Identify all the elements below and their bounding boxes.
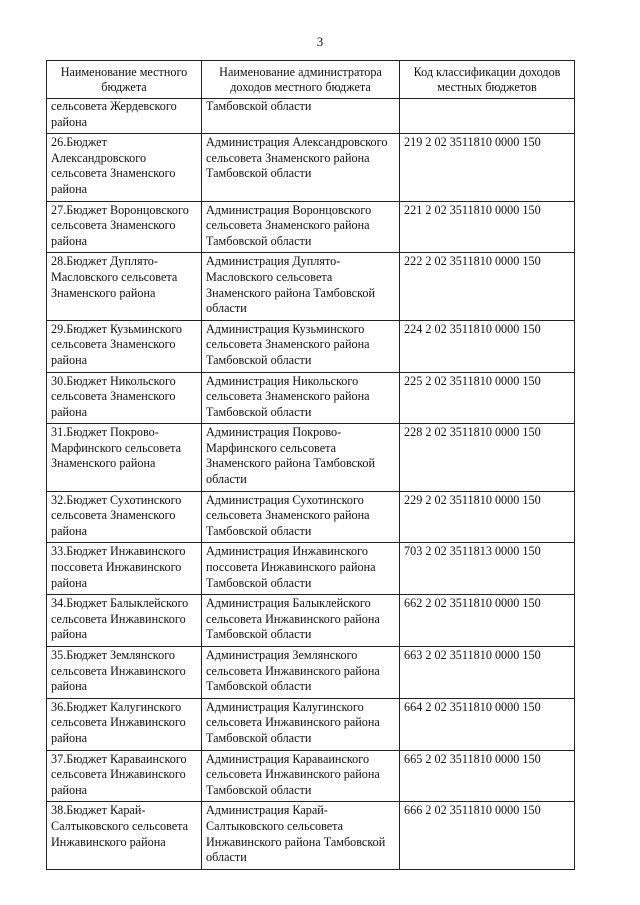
code-cell: 703 2 02 3511813 0000 150 — [400, 543, 575, 595]
code-cell — [400, 99, 575, 134]
code-cell: 224 2 02 3511810 0000 150 — [400, 320, 575, 372]
budget-name-cell: 31.Бюджет Покрово-Марфинского сельсовета Знаменского района — [47, 424, 202, 491]
budget-name-cell: 35.Бюджет Землянского сельсовета Инжавинского района — [47, 647, 202, 699]
header-classification-code: Код классификации доходов местных бюджетов — [400, 61, 575, 99]
budget-name-cell: 38.Бюджет Карай-Салтыковского сельсовета Инжавинского района — [47, 802, 202, 869]
budget-name-cell: 28.Бюджет Дуплято-Масловского сельсовета Знаменского района — [47, 253, 202, 320]
code-cell: 663 2 02 3511810 0000 150 — [400, 647, 575, 699]
table-row — [47, 543, 575, 595]
code-cell: 662 2 02 3511810 0000 150 — [400, 595, 575, 647]
table-row — [47, 424, 575, 491]
code-cell: 228 2 02 3511810 0000 150 — [400, 424, 575, 491]
administrator-cell: Тамбовской области — [202, 99, 400, 134]
table-row — [47, 750, 575, 802]
administrator-cell: Администрация Балыклейского сельсовета Инжавинского района Тамбовской области — [202, 595, 400, 647]
budget-name-cell: 37.Бюджет Каравaинского сельсовета Инжавинского района — [47, 750, 202, 802]
administrator-cell: Администрация Карай-Салтыковского сельсовета Инжавинского района Тамбовской области — [202, 802, 400, 869]
administrator-cell: Администрация Никольского сельсовета Знаменского района Тамбовской области — [202, 372, 400, 424]
code-cell: 219 2 02 3511810 0000 150 — [400, 134, 575, 201]
code-cell: 666 2 02 3511810 0000 150 — [400, 802, 575, 869]
code-cell: 221 2 02 3511810 0000 150 — [400, 201, 575, 253]
administrator-cell: Администрация Воронцовского сельсовета Знаменского района Тамбовской области — [202, 201, 400, 253]
budget-name-cell: сельсовета Жердевского района — [47, 99, 202, 134]
header-budget-name: Наименование местного бюджета — [47, 61, 202, 99]
administrator-cell: Администрация Сухотинского сельсовета Знаменского района Тамбовской области — [202, 491, 400, 543]
administrator-cell: Администрация Александровского сельсовета Знаменского района Тамбовской области — [202, 134, 400, 201]
table-row — [47, 134, 575, 201]
budget-name-cell: 33.Бюджет Инжавинского поссовета Инжавинского района — [47, 543, 202, 595]
budget-name-cell: 29.Бюджет Кузьминского сельсовета Знаменского района — [47, 320, 202, 372]
budget-name-cell: 26.Бюджет Александровского сельсовета Знаменского района — [47, 134, 202, 201]
budget-name-cell: 34.Бюджет Балыклейского сельсовета Инжавинского района — [47, 595, 202, 647]
table-row — [47, 201, 575, 253]
budget-name-cell: 27.Бюджет Воронцовского сельсовета Знаменского района — [47, 201, 202, 253]
code-cell: 665 2 02 3511810 0000 150 — [400, 750, 575, 802]
administrator-cell: Администрация Каравaинского сельсовета Инжавинского района Тамбовской области — [202, 750, 400, 802]
administrator-cell: Администрация Инжавинского поссовета Инжавинского района Тамбовской области — [202, 543, 400, 595]
table-row — [47, 647, 575, 699]
administrator-cell: Администрация Кузьминского сельсовета Знаменского района Тамбовской области — [202, 320, 400, 372]
table-row — [47, 698, 575, 750]
administrator-cell: Администрация Дуплято-Масловского сельсовета Знаменского района Тамбовской области — [202, 253, 400, 320]
table-row — [47, 99, 575, 134]
budget-name-cell: 32.Бюджет Сухотинского сельсовета Знаменского района — [47, 491, 202, 543]
table-row — [47, 595, 575, 647]
table-row — [47, 320, 575, 372]
page-number: 3 — [316, 34, 324, 49]
table-row — [47, 802, 575, 869]
budget-revenue-table — [46, 60, 575, 870]
budget-name-cell: 30.Бюджет Никольского сельсовета Знаменского района — [47, 372, 202, 424]
table-row — [47, 253, 575, 320]
table-row — [47, 372, 575, 424]
code-cell: 229 2 02 3511810 0000 150 — [400, 491, 575, 543]
table-row — [47, 491, 575, 543]
budget-name-cell: 36.Бюджет Калугинского сельсовета Инжавинского района — [47, 698, 202, 750]
table-header-row — [47, 61, 575, 99]
administrator-cell: Администрация Калугинского сельсовета Инжавинского района Тамбовской области — [202, 698, 400, 750]
header-administrator-name: Наименование администратора доходов местного бюджета — [202, 61, 400, 99]
administrator-cell: Администрация Землянского сельсовета Инжавинского района Тамбовской области — [202, 647, 400, 699]
code-cell: 222 2 02 3511810 0000 150 — [400, 253, 575, 320]
code-cell: 664 2 02 3511810 0000 150 — [400, 698, 575, 750]
administrator-cell: Администрация Покрово-Марфинского сельсовета Знаменского района Тамбовской области — [202, 424, 400, 491]
code-cell: 225 2 02 3511810 0000 150 — [400, 372, 575, 424]
